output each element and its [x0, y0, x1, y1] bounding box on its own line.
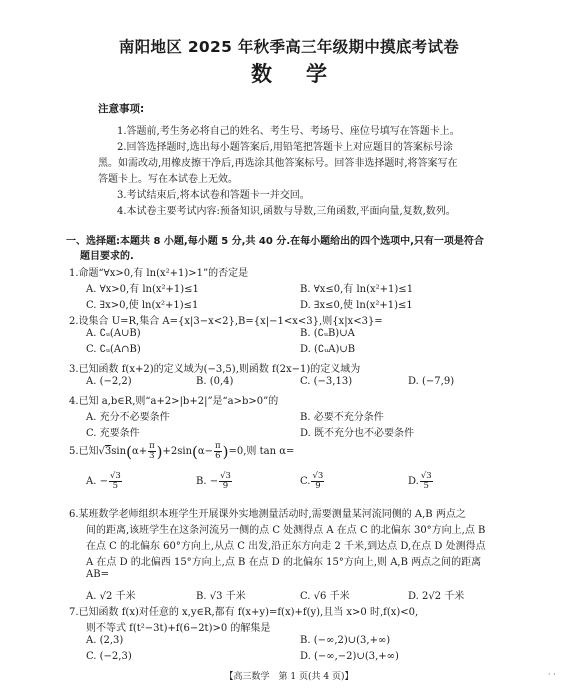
question-1-option-d: D. ∃x≤0,使 ln(x²+1)≤1	[300, 300, 413, 311]
question-7-option-b: B. (−∞,2)∪(3,+∞)	[300, 635, 391, 646]
section-heading-cont: 题目要求的.	[80, 251, 134, 262]
notice-line: 1.答题前,考生务必将自己的姓名、考生号、考场号、座位号填写在答题卡上。	[117, 126, 460, 137]
notice-heading: 注意事项:	[98, 103, 145, 115]
question-6-option-c: C. √6 千米	[300, 591, 350, 602]
fraction-numerator: √3	[220, 471, 231, 481]
question-2-option-d: D. (∁ᵤA)∪B	[300, 344, 356, 355]
question-6-line: AB=	[86, 569, 109, 580]
paren-open: (	[126, 442, 132, 461]
question-2-option-b: B. (∁ᵤB)∪A	[300, 328, 355, 339]
question-4-option-c: C. 充要条件	[86, 428, 140, 439]
paren-close: )	[156, 442, 163, 461]
paren-open: (	[192, 442, 198, 461]
question-6-option-a: A. √2 千米	[86, 591, 136, 602]
question-6-line: 6.某班数学老师组织本班学生开展课外实地测量活动时,需要测量某河流同侧的 A,B 两点之	[69, 509, 466, 520]
option-label: A. −	[86, 476, 108, 487]
question-6-line: 在点 C 的北偏东 60°方向上,从点 C 出发,沿正东方向走 2 千米,到达点 D,在点 D 处测得点	[86, 541, 486, 552]
q5-text: α+	[131, 446, 148, 457]
exam-title: 南阳地区 2025 年秋季高三年级期中摸底考试卷	[118, 38, 460, 56]
fraction-numerator: √3	[420, 471, 432, 481]
option-label: D.	[408, 476, 419, 487]
q5-text: sin	[111, 446, 127, 457]
fraction-numerator: π	[149, 441, 155, 451]
question-1-option-a: A. ∀x>0,有 ln(x²+1)≤1	[86, 284, 199, 295]
notice-line: 答题卡上。写在本试卷上无效。	[98, 174, 238, 185]
paren-close: )	[222, 442, 229, 461]
section-heading: 一、选择题:本题共 8 小题,每小题 5 分,共 40 分.在每小题给出的四个选项中,只有一项是符合	[66, 236, 484, 247]
page-footer: 【高三数学 第 1 页(共 4 页)】	[224, 672, 354, 682]
fraction-denominator: 5	[112, 481, 119, 491]
fraction-denominator: 5	[423, 481, 429, 491]
fraction	[311, 472, 324, 491]
corner-mark: · ·	[548, 670, 556, 679]
q5-text: =0,则 tan α=	[228, 446, 295, 457]
question-4-option-b: B. 必要不充分条件	[300, 412, 384, 423]
fraction-denominator: 3	[149, 451, 155, 461]
sqrt-symbol: √	[98, 446, 105, 457]
question-4-stem: 4.已知 a,b∈R,则“a+2>|b+2|”是“a>b>0”的	[69, 396, 279, 407]
question-7-line: 则不等式 f(t²−3t)+f(6−2t)>0 的解集是	[86, 623, 271, 634]
question-3-option-a: A. (−2,2)	[86, 376, 132, 387]
q5-text: +2sin	[162, 446, 193, 457]
question-6-line: 间的距离,该班学生在这条河流另一侧的点 C 处测得点 A 在点 C 的北偏东 30°方向上,点 B	[86, 525, 486, 536]
question-7-option-d: D. (−∞,−2)∪(3,+∞)	[300, 651, 399, 662]
question-6-option-d: D. 2√2 千米	[408, 591, 465, 602]
question-2-stem: 2.设集合 U=R,集合 A={x|3−x<2},B={x|−1<x<3},则{x|x<3}=	[69, 316, 383, 327]
option-label: C.	[300, 476, 311, 487]
question-2-option-c: C. ∁ᵤ(A∩B)	[86, 344, 141, 355]
notice-line: 黑。如需改动,用橡皮擦干净后,再选涂其他答案标号。回答非选择题时,将答案写在	[98, 158, 458, 169]
fraction	[214, 442, 222, 461]
q5-text: 5.已知	[69, 446, 99, 457]
fraction-denominator: 6	[215, 451, 221, 461]
question-6-line: A 在点 D 的北偏西 15°方向上,点 B 在点 D 的北偏东 15°方向上,则 A,B 两点之间的距离	[86, 557, 482, 568]
question-3-option-c: C. (−3,13)	[300, 376, 353, 387]
question-6-option-b: B. √3 千米	[196, 591, 246, 602]
question-7-option-a: A. (2,3)	[86, 635, 124, 646]
question-4-option-d: D. 既不充分也不必要条件	[300, 428, 415, 439]
question-4-option-a: A. 充分不必要条件	[86, 412, 170, 423]
fraction	[420, 472, 433, 491]
question-3-option-d: D. (−7,9)	[408, 376, 455, 387]
fraction-denominator: 9	[315, 481, 321, 491]
fraction	[148, 442, 156, 461]
fraction	[109, 472, 122, 491]
question-7-line: 7.已知函数 f(x)对任意的 x,y∈R,都有 f(x+y)=f(x)+f(y),且当 x>0 时,f(x)<0,	[69, 607, 419, 618]
question-5-option-c	[300, 472, 325, 491]
question-5-option-b	[196, 472, 233, 491]
question-7-option-c: C. (−2,3)	[86, 651, 132, 662]
question-1-stem: 1.命题“∀x>0,有 ln(x²+1)>1”的否定是	[69, 268, 249, 279]
fraction-numerator: π	[215, 441, 221, 451]
question-5-option-d	[408, 472, 434, 491]
question-1-option-c: C. ∃x>0,使 ln(x²+1)≤1	[86, 300, 199, 311]
q5-coef: 3	[104, 446, 112, 457]
fraction-numerator: √3	[109, 471, 121, 481]
question-5-option-a	[86, 472, 123, 491]
question-1-option-b: B. ∀x≤0,有 ln(x²+1)≤1	[300, 284, 414, 295]
notice-line: 4.本试卷主要考试内容:预备知识,函数与导数,三角函数,平面向量,复数,数列。	[117, 206, 456, 217]
notice-line: 3.考试结束后,将本试卷和答题卡一并交回。	[117, 190, 310, 201]
fraction-denominator: 9	[222, 481, 229, 491]
notice-line: 2.回答选择题时,选出每小题答案后,用铅笔把答题卡上对应题目的答案标号涂	[117, 142, 453, 153]
fraction	[219, 472, 232, 491]
question-2-option-a: A. ∁ᵤ(A∪B)	[86, 328, 141, 339]
question-3-option-b: B. (0,4)	[196, 376, 234, 387]
question-3-stem: 3.已知函数 f(x+2)的定义域为(−3,5),则函数 f(2x−1)的定义域为	[69, 364, 361, 375]
fraction-numerator: √3	[312, 471, 324, 481]
option-label: B. −	[196, 476, 219, 487]
subject-title: 数学	[251, 62, 361, 86]
q5-text: α−	[197, 446, 214, 457]
question-5-stem	[69, 442, 294, 461]
